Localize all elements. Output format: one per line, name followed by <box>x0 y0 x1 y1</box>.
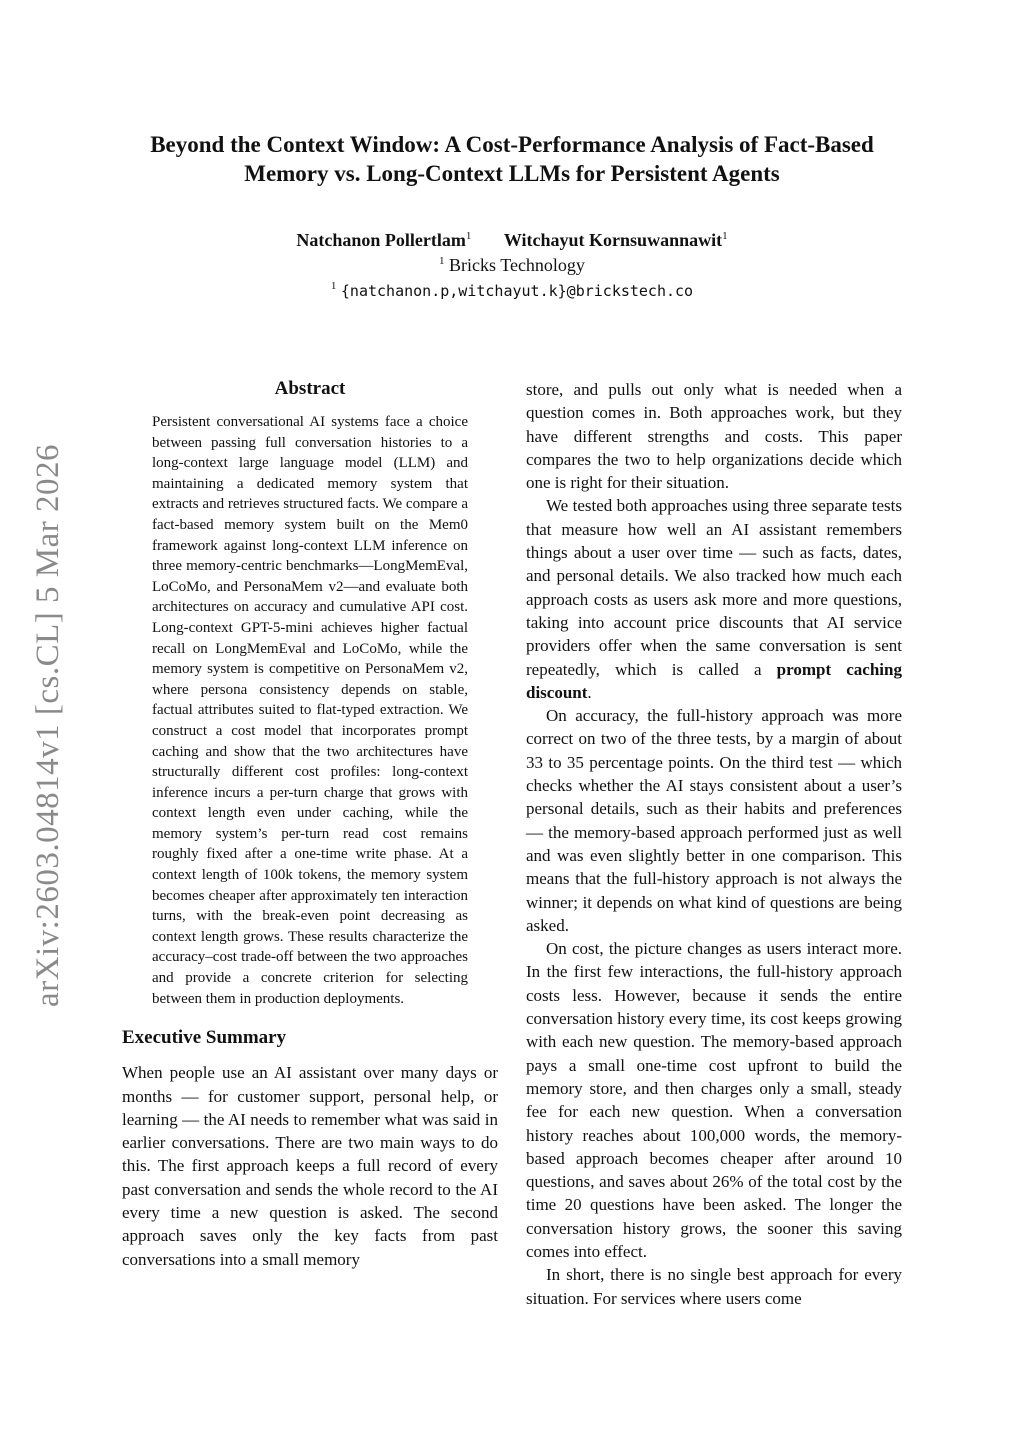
executive-summary-paragraph-2 <box>526 494 902 704</box>
affiliation <box>110 253 914 278</box>
email-line <box>110 278 914 304</box>
arxiv-identifier-text: arXiv:2603.04814v1 [cs.CL] 5 Mar 2026 <box>29 443 66 1007</box>
author-emails: {natchanon.p,witchayut.k}@brickstech.co <box>340 282 694 300</box>
arxiv-identifier-stamp <box>18 430 78 1020</box>
author-block <box>110 228 914 304</box>
author-1-affil-mark: 1 <box>465 230 472 242</box>
author-names <box>110 228 914 253</box>
executive-summary-paragraph-1-continued: store, and pulls out only what is needed when a question comes in. Both approaches work, but they have different strengths and costs. This paper compares the two to help organizations decide which one is right for their situation. <box>526 380 902 493</box>
author-1 <box>296 230 471 250</box>
executive-summary-paragraph-4: On cost, the picture changes as users interact more. In the first few interactions, the full-history approach costs less. However, because it sends the entire conversation history every time, its cost keeps growing with each new question. The memory-based approach pays a small one-time cost upfront to build the memory store, and then charges only a small, steady fee for each new question. When a conversation history reaches about 100,000 words, the memory-based approach becomes cheaper after around 10 questions, and saves about 26% of the total cost by the time 20 questions have been asked. The longer the conversation history grows, the sooner this saving comes into effect. <box>526 939 902 1261</box>
left-column <box>122 378 498 1271</box>
executive-summary-paragraph-1: When people use an AI assistant over many days or months — for customer support, personal help, or learning — the AI needs to remember what was said in earlier conversations. There are two main ways to do this. The first approach keeps a full record of every past conversation and sends the whole record to the AI every time a new question is asked. The second approach saves only the key facts from past conversations into a small memory <box>122 1063 498 1269</box>
author-2-affil-mark: 1 <box>722 230 728 242</box>
abstract-heading: Abstract <box>274 378 346 399</box>
executive-summary-paragraph-5: In short, there is no single best approach for every situation. For services where users come <box>526 1265 902 1308</box>
paper-title-line-2: Memory vs. Long-Context LLMs for Persistent Agents <box>244 161 780 186</box>
abstract-text: Persistent conversational AI systems face a choice between passing full conversation histories to a long-context large language model (LLM) and maintaining a dedicated memory system that extracts and retrieves structured facts. We compare a fact-based memory system built on the Mem0 framework against long-context LLM inference on three memory-centric benchmarks—LongMemEval, LoCoMo, and PersonaMem v2—and evaluate both architectures on accuracy and cumulative API cost. Long-context GPT-5-mini achieves higher factual recall on LongMemEval and LoCoMo, while the memory system is competitive on PersonaMem v2, where persona consistency depends on stable, factual attributes suited to flat-typed extraction. We construct a cost model that incorporates prompt caching and show that the two architectures have structurally different cost profiles: long-context inference incurs a per-turn charge that grows with context length even under caching, while the memory system’s per-turn read cost remains roughly fixed after a one-time write phase. At a context length of 100k tokens, the memory system becomes cheaper after approximately ten interaction turns, with the break-even point decreasing as context length grows. These results characterize the accuracy–cost trade-off between the two approaches and provide a concrete criterion for selecting between them in production deployments. <box>152 414 468 1007</box>
paragraph-2-text: We tested both approaches using three separate tests that measure how well an AI assistant remembers things about a user over time — such as facts, dates, and personal details. We also tracked how much each approach costs as users ask more and more questions, taking into account price discounts that AI service providers offer when the same conversation is sent repeatedly, which is called a <box>526 496 902 679</box>
paragraph-2-end: . <box>587 682 592 702</box>
author-2-name: Witchayut Kornsuwannawit <box>503 230 723 250</box>
author-2 <box>504 230 728 250</box>
right-column <box>526 378 902 1310</box>
paper-title-line-1: Beyond the Context Window: A Cost-Performance Analysis of Fact-Based <box>150 132 874 157</box>
email-affil-mark: 1 <box>330 280 337 292</box>
author-1-name: Natchanon Pollertlam <box>296 230 466 250</box>
paper-title <box>110 130 914 188</box>
prompt-caching-term: prompt caching discount <box>526 659 902 702</box>
executive-summary-heading: Executive Summary <box>122 1027 287 1049</box>
executive-summary-paragraph-3: On accuracy, the full-history approach was more correct on two of the three tests, by a margin of about 33 to 35 percentage points. On the third test — which checks whether the AI stays consistent about a user’s personal details, such as their habits and preferences — the memory-based approach performed just as well and was even slightly better in one comparison. This means that the full-history approach is not always the winner; it depends on what kind of questions are being asked. <box>526 706 902 935</box>
affiliation-mark: 1 <box>439 255 445 267</box>
affiliation-name: Bricks Technology <box>449 255 585 275</box>
